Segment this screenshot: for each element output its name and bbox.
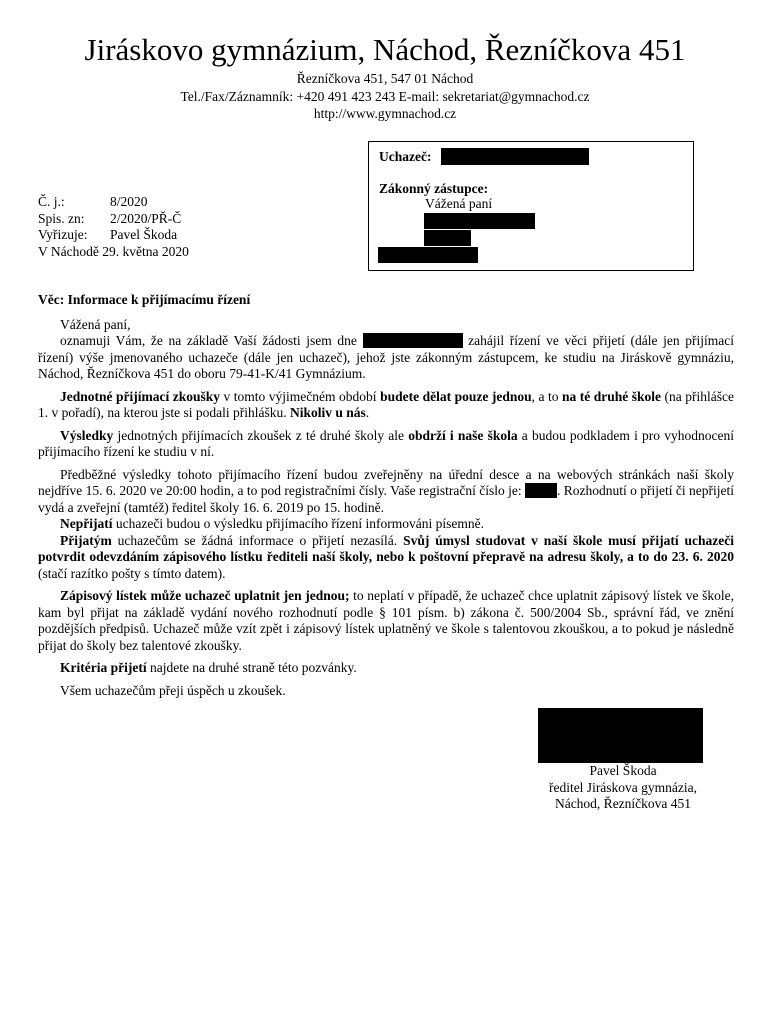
reference-row: [38, 194, 181, 211]
p3-text-2: a budou podkladem i pro vyhodnocení přijímacího řízení ke studiu v ní.: [38, 427, 734, 459]
signatory-name: Pavel Škoda: [589, 763, 657, 778]
p2-text-2: , a to: [531, 388, 562, 404]
paragraph-2: [38, 389, 734, 422]
p1-text-a: oznamuji Vám, že na základě Vaší žádosti jsem dne: [60, 333, 357, 348]
p2-text-4: .: [365, 405, 370, 420]
reference-key: Vyřizuje:: [38, 227, 88, 242]
letter-body: [38, 292, 734, 699]
school-website: http://www.gymnachod.cz: [313, 106, 457, 121]
p2-bold-1: Jednotné přijímací zkoušky: [60, 388, 221, 404]
paragraph-4: [38, 467, 734, 517]
signatory-address: Náchod, Řezníčkova 451: [554, 796, 692, 811]
p5-text-1: uchazeči budou o výsledku přijímacího řízení informováni písemně.: [112, 516, 485, 531]
school-address: Řezníčkova 451, 547 01 Náchod: [296, 71, 474, 86]
p4-text-a: Předběžné výsledky tohoto přijímacího řízení budou zveřejněny na úřední desce a na webových stránkách naší školy nejdříve 15. 6. 2020 ve 20:00 hodin, a to pod registračními čísly. Vaše registrační číslo je:: [38, 466, 734, 498]
letter-subject: Věc: Informace k přijímacímu řízení: [38, 292, 251, 307]
p2-text-1: v tomto výjimečném období: [220, 388, 381, 404]
letter-greeting: Vážená paní,: [60, 316, 131, 332]
place-date: V Náchodě 29. května 2020: [38, 243, 189, 259]
school-title: Jiráskovo gymnázium, Náchod, Řezníčkova 451: [84, 32, 686, 67]
redacted-guardian-street: [424, 230, 471, 246]
signatory-role: ředitel Jiráskova gymnázia,: [548, 779, 698, 795]
paragraph-6: [38, 533, 734, 583]
redacted-applicant-name: [441, 148, 589, 165]
p7-bold-1: Zápisový lístek může uchazeč uplatnit jen jednou;: [60, 588, 350, 603]
guardian-salutation: Vážená paní: [425, 196, 493, 211]
p6-text-1: uchazečům se žádná informace o přijetí nezasílá.: [111, 532, 404, 548]
reference-value: 8/2020: [110, 194, 148, 209]
p3-bold-2: obdrží i naše škola: [408, 427, 518, 443]
paragraph-9: Všem uchazečům přeji úspěch u zkoušek.: [60, 682, 286, 698]
reference-key: Č. j.:: [38, 194, 65, 209]
paragraph-7: [38, 588, 734, 654]
school-contact: Tel./Fax/Záznamník: +420 491 423 243 E-mail: sekretariat@gymnachod.cz: [180, 89, 590, 104]
paragraph-1: [38, 333, 734, 383]
p8-bold-1: Kritéria přijetí: [60, 660, 147, 675]
p7-text-1: to neplatí v případě, že uchazeč chce uplatnit zápisový lístek ve škole, kam byl přijat na základě vydání nového rozhodnutí podle § 101 písm. b) zákona č. 500/2004 Sb., správní řád, ve znění pozdějších předpisů. Uchazeč může vzít zpět i zápisový lístek uplatněný ve škole s talentovou zkouškou, a to pokud je následně přijat do školy bez talentové zkoušky.: [38, 588, 734, 653]
paragraph-3: [38, 428, 734, 461]
reference-row: [38, 211, 181, 228]
p6-bold-2: Svůj úmysl studovat v naší škole musí přijatí uchazeči potvrdit odevzdáním zápisového lístku řediteli naší školy, nebo k poštovní přepravě na adresu školy, a to do 23. 6. 2020: [38, 532, 734, 564]
reference-row: [38, 227, 181, 244]
p2-bold-2: budete dělat pouze jednou: [380, 388, 532, 404]
redacted-date: [363, 333, 463, 348]
redacted-registration-number: [525, 483, 557, 498]
reference-block: [38, 194, 189, 260]
paragraph-8: [38, 660, 734, 677]
p3-text-1: jednotných přijímacích zkoušek z té druhé školy ale: [113, 427, 409, 443]
p1-text-b: zahájil řízení ve věci přijetí (dále jen přijímací řízení) výše jmenovaného uchazeče (dále jen uchazeč), jehož jste zákonným zástupcem, ke studiu na Jiráskově gymnáziu, Náchod, Řezníčkova 451 do oboru 79-41-K/41 Gymnázium.: [38, 333, 734, 381]
p8-text-1: najdete na druhé straně této pozvánky.: [146, 660, 357, 675]
p6-text-2: (stačí razítko pošty s tímto datem).: [38, 565, 226, 581]
redacted-guardian-city: [378, 247, 478, 263]
reference-key: Spis. zn:: [38, 210, 85, 226]
redacted-guardian-name: [424, 213, 535, 229]
reference-value: 2/2020/PŘ-Č: [110, 210, 182, 226]
signature-block: [500, 763, 746, 813]
redacted-signature: [538, 708, 703, 763]
p4-text-b: .: [557, 483, 561, 498]
p4-text-c: Rozhodnutí o přijetí či nepřijetí vydá a zveřejní (tamtéž) ředitel školy 16. 6. 2019 po 15. hodině.: [38, 483, 734, 515]
reference-value: Pavel Škoda: [110, 227, 178, 242]
p6-bold-1: Přijatým: [60, 532, 112, 548]
applicant-label: Uchazeč:: [379, 149, 432, 164]
p5-bold-1: Nepřijatí: [60, 516, 113, 531]
paragraph-5: [38, 516, 734, 533]
recipient-box: [368, 141, 694, 271]
p2-text-3: (na přihlášce 1. v pořadí), na kterou jste si podali přihlášku.: [38, 388, 735, 420]
guardian-label: Zákonný zástupce:: [379, 181, 489, 196]
p2-bold-4: Nikoliv u nás: [289, 405, 366, 420]
p3-bold-1: Výsledky: [60, 427, 114, 443]
p2-bold-3: na té druhé škole: [562, 388, 662, 404]
